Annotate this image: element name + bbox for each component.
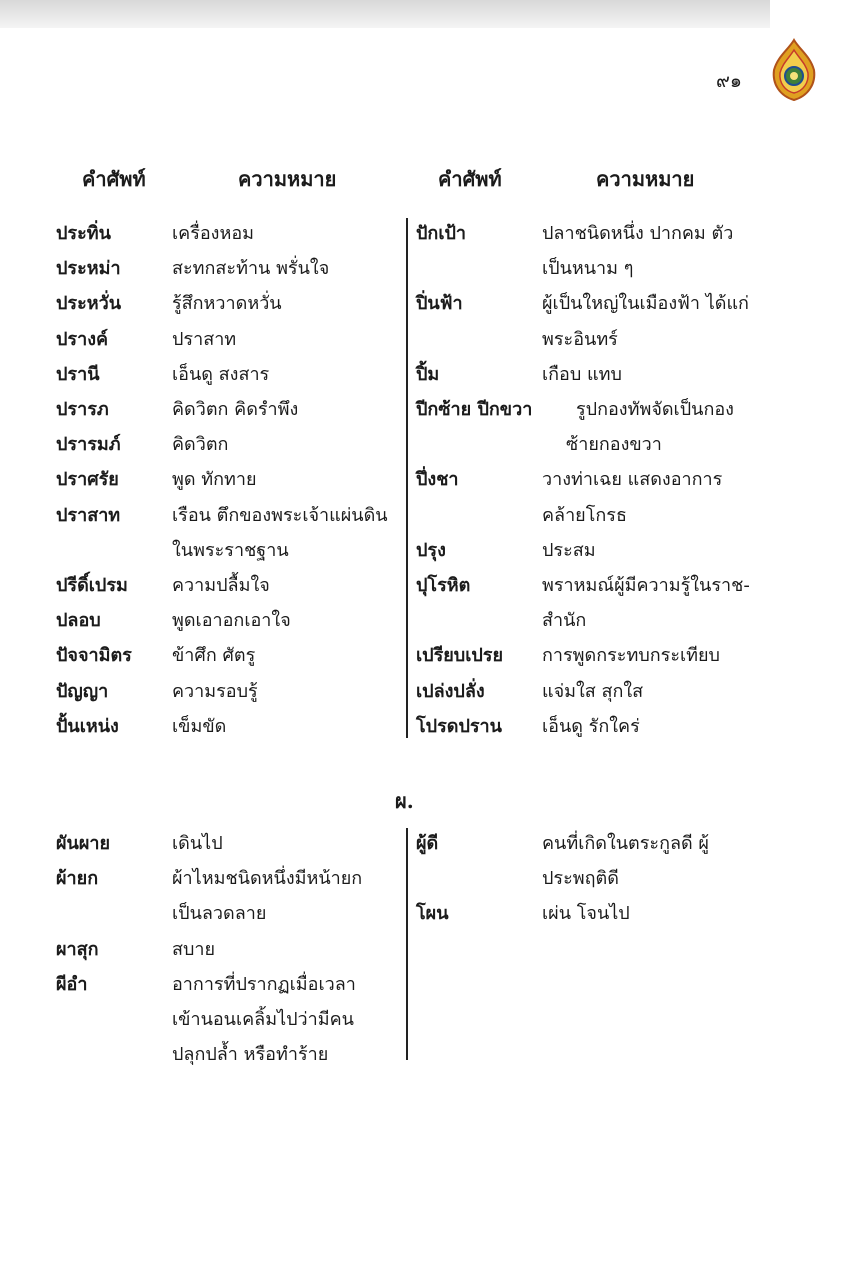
glossary-term: เปล่งปลั่ง bbox=[416, 680, 485, 702]
glossary-definition: ปลาชนิดหนึ่ง ปากคม ตัว bbox=[542, 223, 734, 244]
glossary-definition: อาการที่ปรากฏเมื่อเวลา bbox=[172, 973, 356, 995]
column-divider bbox=[406, 218, 408, 738]
glossary-definition: เครื่องหอม bbox=[172, 223, 255, 244]
glossary-definition: คนที่เกิดในตระกูลดี ผู้ bbox=[542, 833, 709, 854]
glossary-definition: พราหมณ์ผู้มีความรู้ในราช- bbox=[542, 575, 750, 596]
glossary-definition: เข็มขัด bbox=[172, 715, 227, 737]
page-number: ๙๑ bbox=[716, 70, 742, 92]
header-meaning-right: ความหมาย bbox=[596, 167, 695, 191]
glossary-definition: เดินไป bbox=[172, 833, 223, 854]
glossary-definition: ประสม bbox=[542, 539, 596, 561]
glossary-term: ปั้นเหน่ง bbox=[56, 715, 119, 737]
glossary-definition: เอ็นดู รักใคร่ bbox=[542, 715, 640, 737]
glossary-definition: ซ้ายกองขวา bbox=[566, 434, 662, 456]
glossary-term: ปัญญา bbox=[56, 680, 109, 702]
glossary-term: ผู้ดี bbox=[416, 833, 439, 854]
glossary-definition: เผ่น โจนไป bbox=[542, 903, 630, 925]
header-word-left: คำศัพท์ bbox=[82, 167, 146, 191]
glossary-term: ปรีดิ์เปรม bbox=[56, 575, 128, 596]
glossary-term: ปิ่นฟ้า bbox=[416, 293, 463, 315]
glossary-term: ปรารภ bbox=[56, 399, 109, 420]
glossary-definition: พูดเอาอกเอาใจ bbox=[172, 610, 291, 632]
glossary-definition: สำนัก bbox=[542, 610, 587, 632]
glossary-term: ปึ่งชา bbox=[416, 469, 459, 491]
section-letter: ผ. bbox=[395, 789, 414, 813]
glossary-term: ปุโรหิต bbox=[416, 575, 471, 596]
top-scan-band bbox=[0, 0, 770, 28]
glossary-definition: คิดวิตก คิดรำพึง bbox=[172, 399, 299, 420]
glossary-definition: คิดวิตก bbox=[172, 434, 229, 456]
header-word-right: คำศัพท์ bbox=[438, 167, 502, 191]
glossary-term: เปรียบเปรย bbox=[416, 645, 504, 667]
glossary-term: ผันผาย bbox=[56, 833, 111, 854]
glossary-definition: พระอินทร์ bbox=[542, 328, 618, 350]
glossary-definition: สะทกสะท้าน พรั่นใจ bbox=[172, 258, 330, 280]
glossary-definition: ในพระราชฐาน bbox=[172, 539, 289, 561]
column-divider bbox=[406, 828, 408, 1060]
glossary-term: ปักเป้า bbox=[416, 223, 467, 244]
glossary-definition: ผ้าไหมชนิดหนึ่งมีหน้ายก bbox=[172, 868, 363, 890]
glossary-definition: รู้สึกหวาดหวั่น bbox=[172, 293, 282, 315]
glossary-term: ผีอำ bbox=[56, 973, 88, 995]
glossary-term: ปรานี bbox=[56, 363, 100, 385]
glossary-definition: พูด ทักทาย bbox=[172, 469, 257, 491]
glossary-definition: วางท่าเฉย แสดงอาการ bbox=[542, 469, 723, 491]
glossary-term: ปรางค์ bbox=[56, 328, 109, 350]
glossary-term: ปิ้ม bbox=[416, 363, 440, 385]
glossary-term: ปรารมภ์ bbox=[56, 434, 121, 456]
glossary-definition: รูปกองทัพจัดเป็นกอง bbox=[576, 399, 734, 420]
glossary-term: ประหม่า bbox=[56, 258, 121, 280]
glossary-definition: ข้าศึก ศัตรู bbox=[172, 645, 256, 667]
glossary-definition: คล้ายโกรธ bbox=[542, 504, 627, 526]
glossary-definition: ความรอบรู้ bbox=[172, 680, 258, 702]
glossary-definition: เรือน ตึกของพระเจ้าแผ่นดิน bbox=[172, 504, 388, 526]
glossary-definition: เป็นหนาม ๆ bbox=[542, 258, 634, 280]
glossary-definition: ความปลื้มใจ bbox=[172, 575, 270, 596]
header-meaning-left: ความหมาย bbox=[238, 167, 337, 191]
glossary-definition: สบาย bbox=[172, 938, 216, 960]
glossary-definition: เกือบ แทบ bbox=[542, 363, 622, 385]
glossary-term: ปราสาท bbox=[56, 504, 121, 526]
glossary-term: ปีกซ้าย ปีกขวา bbox=[416, 399, 533, 420]
glossary-term: โผน bbox=[416, 903, 449, 925]
glossary-term: โปรดปราน bbox=[416, 715, 502, 737]
glossary-term: ประทิ่น bbox=[56, 223, 111, 244]
glossary-definition: ปลุกปล้ำ หรือทำร้าย bbox=[172, 1044, 329, 1066]
glossary-definition: ประพฤติดี bbox=[542, 868, 619, 890]
glossary-definition: เป็นลวดลาย bbox=[172, 903, 267, 925]
glossary-definition: แจ่มใส สุกใส bbox=[542, 680, 644, 702]
glossary-definition: การพูดกระทบกระเทียบ bbox=[542, 645, 720, 667]
glossary-term: ปลอบ bbox=[56, 610, 101, 632]
glossary-definition: เข้านอนเคลิ้มไปว่ามีคน bbox=[172, 1009, 354, 1030]
crest-emblem-icon bbox=[770, 38, 818, 102]
glossary-definition: ปราสาท bbox=[172, 328, 237, 350]
glossary-definition: ผู้เป็นใหญ่ในเมืองฟ้า ได้แก่ bbox=[542, 293, 749, 315]
glossary-term: ปราศรัย bbox=[56, 469, 119, 491]
glossary-term: ประหวั่น bbox=[56, 293, 122, 315]
glossary-definition: เอ็นดู สงสาร bbox=[172, 363, 270, 385]
glossary-term: ผาสุก bbox=[56, 938, 99, 960]
glossary-term: ผ้ายก bbox=[56, 868, 99, 890]
glossary-term: ปรุง bbox=[416, 539, 446, 561]
glossary-term: ปัจจามิตร bbox=[56, 645, 132, 667]
